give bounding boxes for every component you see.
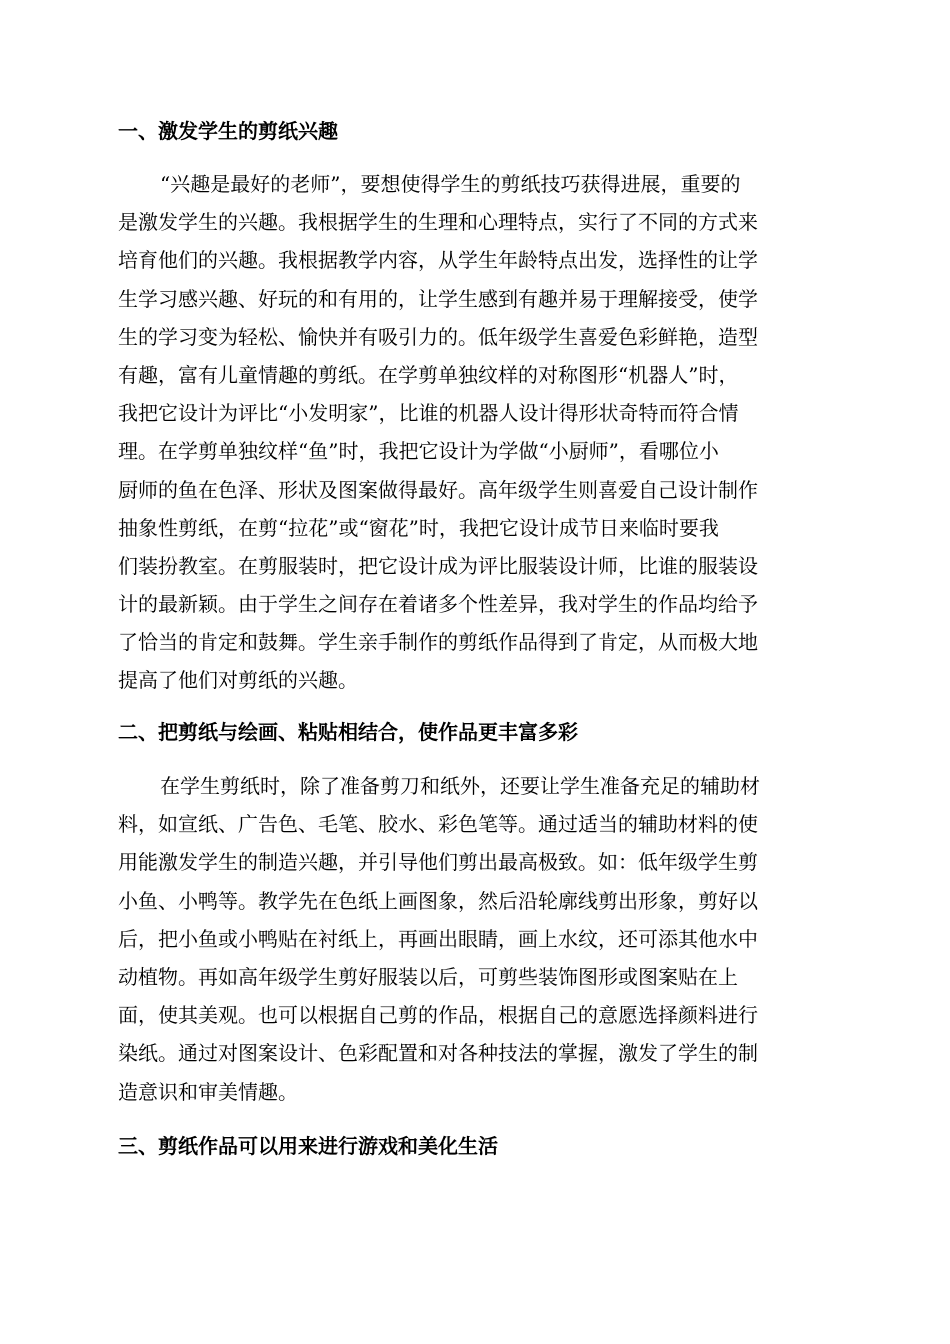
paragraph-line: 厨师的鱼在色泽、形状及图案做得最好。高年级学生则喜爱自己设计制作 [118,477,758,502]
paragraph-line: 计的最新颖。由于学生之间存在着诸多个性差异，我对学生的作品均给予 [118,592,758,617]
section-2-heading: 二、把剪纸与绘画、粘贴相结合，使作品更丰富多彩 [118,720,578,744]
paragraph-line: 抽象性剪纸，在剪“拉花”或“窗花”时，我把它设计成节日来临时要我 [118,515,719,540]
paragraph-line: 生的学习变为轻松、愉快并有吸引力的。低年级学生喜爱色彩鲜艳，造型 [118,324,758,349]
paragraph-line: 生学习感兴趣、好玩的和有用的，让学生感到有趣并易于理解接受，使学 [118,286,758,311]
paragraph-line: 面，使其美观。也可以根据自己剪的作品，根据自己的意愿选择颜料进行 [118,1003,758,1028]
paragraph-line: “兴趣是最好的老师”，要想使得学生的剪纸技巧获得进展，重要的 [160,172,741,196]
paragraph-line: 们装扮教室。在剪服装时，把它设计成为评比服装设计师，比谁的服装设 [118,553,758,578]
paragraph-line: 有趣，富有儿童情趣的剪纸。在学剪单独纹样的对称图形“机器人”时， [118,362,739,387]
paragraph-line: 理。在学剪单独纹样“鱼”时，我把它设计为学做“小厨师”，看哪位小 [118,439,719,464]
paragraph-line: 染纸。通过对图案设计、色彩配置和对各种技法的掌握，激发了学生的制 [118,1041,758,1066]
paragraph-line: 小鱼、小鸭等。教学先在色纸上画图象，然后沿轮廓线剪出形象，剪好以 [118,888,758,913]
paragraph-line: 在学生剪纸时，除了准备剪刀和纸外，还要让学生准备充足的辅助材 [160,774,760,798]
paragraph-line: 后，把小鱼或小鸭贴在衬纸上，再画出眼睛，画上水纹，还可添其他水中 [118,926,758,951]
paragraph-line: 了恰当的肯定和鼓舞。学生亲手制作的剪纸作品得到了肯定，从而极大地 [118,630,758,655]
section-2-paragraph [118,767,838,1111]
paragraph-line: 是激发学生的兴趣。我根据学生的生理和心理特点，实行了不同的方式来 [118,210,758,235]
section-1-paragraph [118,165,838,700]
paragraph-line: 培育他们的兴趣。我根据教学内容，从学生年龄特点出发，选择性的让学 [118,248,758,273]
paragraph-line: 料，如宣纸、广告色、毛笔、胶水、彩色笔等。通过适当的辅助材料的使 [118,812,758,837]
paragraph-line: 动植物。再如高年级学生剪好服装以后，可剪些装饰图形或图案贴在上 [118,964,738,989]
paragraph-line: 我把它设计为评比“小发明家”，比谁的机器人设计得形状奇特而符合情 [118,401,739,426]
section-3-heading: 三、剪纸作品可以用来进行游戏和美化生活 [118,1134,498,1158]
paragraph-line: 用能激发学生的制造兴趣，并引导他们剪出最高极致。如：低年级学生剪 [118,850,758,875]
paragraph-line: 提高了他们对剪纸的兴趣。 [118,668,358,693]
section-1-heading: 一、激发学生的剪纸兴趣 [118,119,338,143]
paragraph-line: 造意识和审美情趣。 [118,1079,298,1104]
